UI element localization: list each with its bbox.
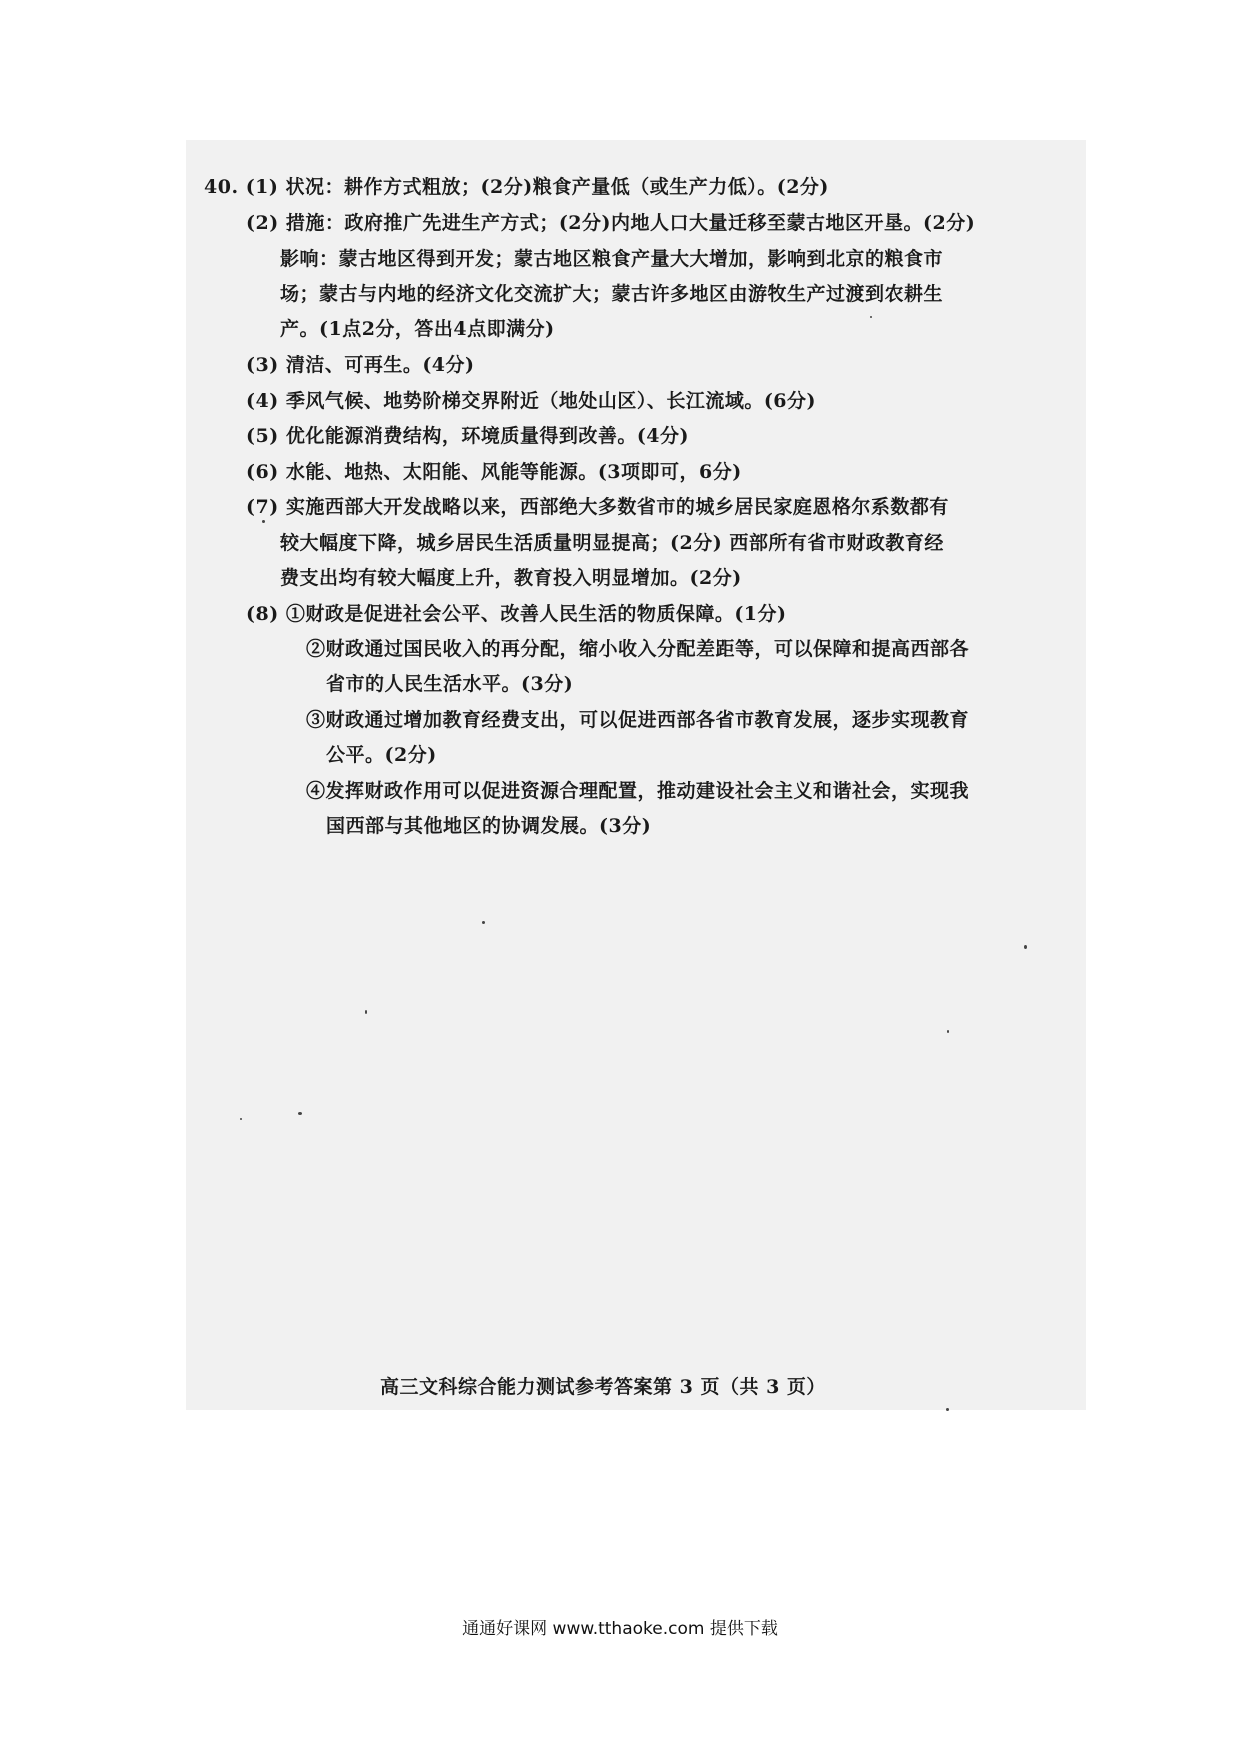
question-40-part-5: (5) 优化能源消费结构，环境质量得到改善。(4分) <box>246 425 690 447</box>
question-40-part-7: (7) 实施西部大开发战略以来，西部绝大多数省市的城乡居民家庭恩格尔系数都有 <box>246 496 949 518</box>
answer-line: (1) 状况：耕作方式粗放；(2分)粮食产量低（或生产力低）。(2分) <box>245 176 829 198</box>
answer-line: 场；蒙古与内地的经济文化交流扩大；蒙古许多地区由游牧生产过渡到农耕生 <box>280 283 944 305</box>
question-40-part-6: (6) 水能、地热、太阳能、风能等能源。(3项即可，6分) <box>246 461 742 483</box>
answer-line: 费支出均有较大幅度上升，教育投入明显增加。(2分) <box>280 567 742 589</box>
answer-line: 省市的人民生活水平。(3分) <box>326 673 574 695</box>
scan-speck <box>947 1030 949 1033</box>
scan-speck <box>870 316 872 318</box>
answer-line: 较大幅度下降，城乡居民生活质量明显提高；(2分) 西部所有省市财政教育经 <box>280 532 944 554</box>
answer-line: 公平。(2分) <box>326 744 437 766</box>
page-footer: 高三文科综合能力测试参考答案第 3 页（共 3 页） <box>380 1376 826 1398</box>
question-40-part-1 <box>204 172 829 199</box>
question-40-part-4: (4) 季风气候、地势阶梯交界附近（地处山区）、长江流域。(6分) <box>246 390 817 412</box>
question-40-part-2-impact: 影响：蒙古地区得到开发；蒙古地区粮食产量大大增加，影响到北京的粮食市 <box>280 248 944 270</box>
scan-speck <box>365 1010 367 1014</box>
scan-speck <box>946 1408 949 1411</box>
answer-line: 产。(1点2分，答出4点即满分) <box>280 318 555 340</box>
scan-speck <box>482 921 485 924</box>
scan-speck <box>1024 945 1027 949</box>
answer-line: 国西部与其他地区的协调发展。(3分) <box>326 815 652 837</box>
question-40-part-3: (3) 清洁、可再生。(4分) <box>246 354 475 376</box>
watermark-text: 通通好课网 www.tthaoke.com 提供下载 <box>462 1619 778 1639</box>
question-number: 40. <box>204 176 239 198</box>
question-40-part-8: (8) ①财政是促进社会公平、改善人民生活的物质保障。(1分) <box>246 603 787 625</box>
scan-speck <box>262 520 265 523</box>
answer-point-2: ②财政通过国民收入的再分配，缩小收入分配差距等，可以保障和提高西部各 <box>306 638 970 660</box>
answer-point-3: ③财政通过增加教育经费支出，可以促进西部各省市教育发展，逐步实现教育 <box>306 709 970 731</box>
scan-speck <box>298 1112 302 1115</box>
answer-point-4: ④发挥财政作用可以促进资源合理配置，推动建设社会主义和谐社会，实现我 <box>306 780 970 802</box>
scan-speck <box>240 1118 242 1120</box>
question-40-part-2-measures: (2) 措施：政府推广先进生产方式；(2分)内地人口大量迁移至蒙古地区开垦。(2分) <box>246 212 976 234</box>
